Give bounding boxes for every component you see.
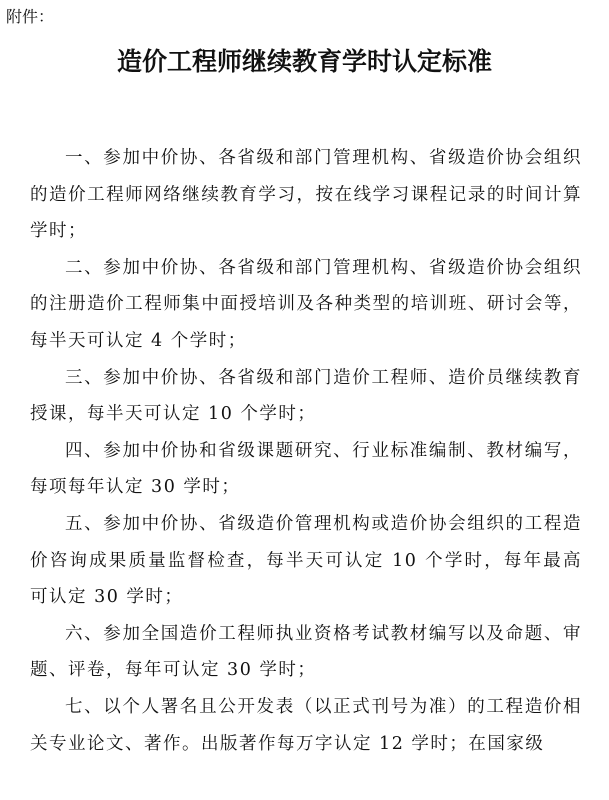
paragraph-item-1: 一、参加中价协、各省级和部门管理机构、省级造价协会组织的造价工程师网络继续教育学习，按在线学习课程记录的时间计算学时；: [30, 148, 582, 242]
paragraph-item-4: 四、参加中价协和省级课题研究、行业标准编制、教材编写，每项每年认定 30 学时；: [30, 440, 582, 498]
document-title: 造价工程师继续教育学时认定标准: [116, 47, 492, 76]
paragraph-item-5: 五、参加中价协、省级造价管理机构或造价协会组织的工程造价咨询成果质量监督检查，每半天可认定 10 个学时，每年最高可认定 30 学时；: [30, 513, 582, 608]
paragraph-item-6: 六、参加全国造价工程师执业资格考试教材编写以及命题、审题、评卷，每年可认定 30 学时；: [30, 623, 582, 681]
paragraph-item-7: 七、以个人署名且公开发表（以正式刊号为准）的工程造价相关专业论文、著作。出版著作每万字认定 12 学时；在国家级: [30, 696, 582, 754]
paragraph-item-2: 二、参加中价协、各省级和部门管理机构、省级造价协会组织的注册造价工程师集中面授培训及各种类型的培训班、研讨会等，每半天可认定 4 个学时；: [30, 257, 582, 351]
document-body: [30, 140, 582, 762]
paragraph-item-3: 三、参加中价协、各省级和部门造价工程师、造价员继续教育授课，每半天可认定 10 个学时；: [30, 367, 582, 425]
attachment-label: 附件：: [6, 7, 55, 26]
